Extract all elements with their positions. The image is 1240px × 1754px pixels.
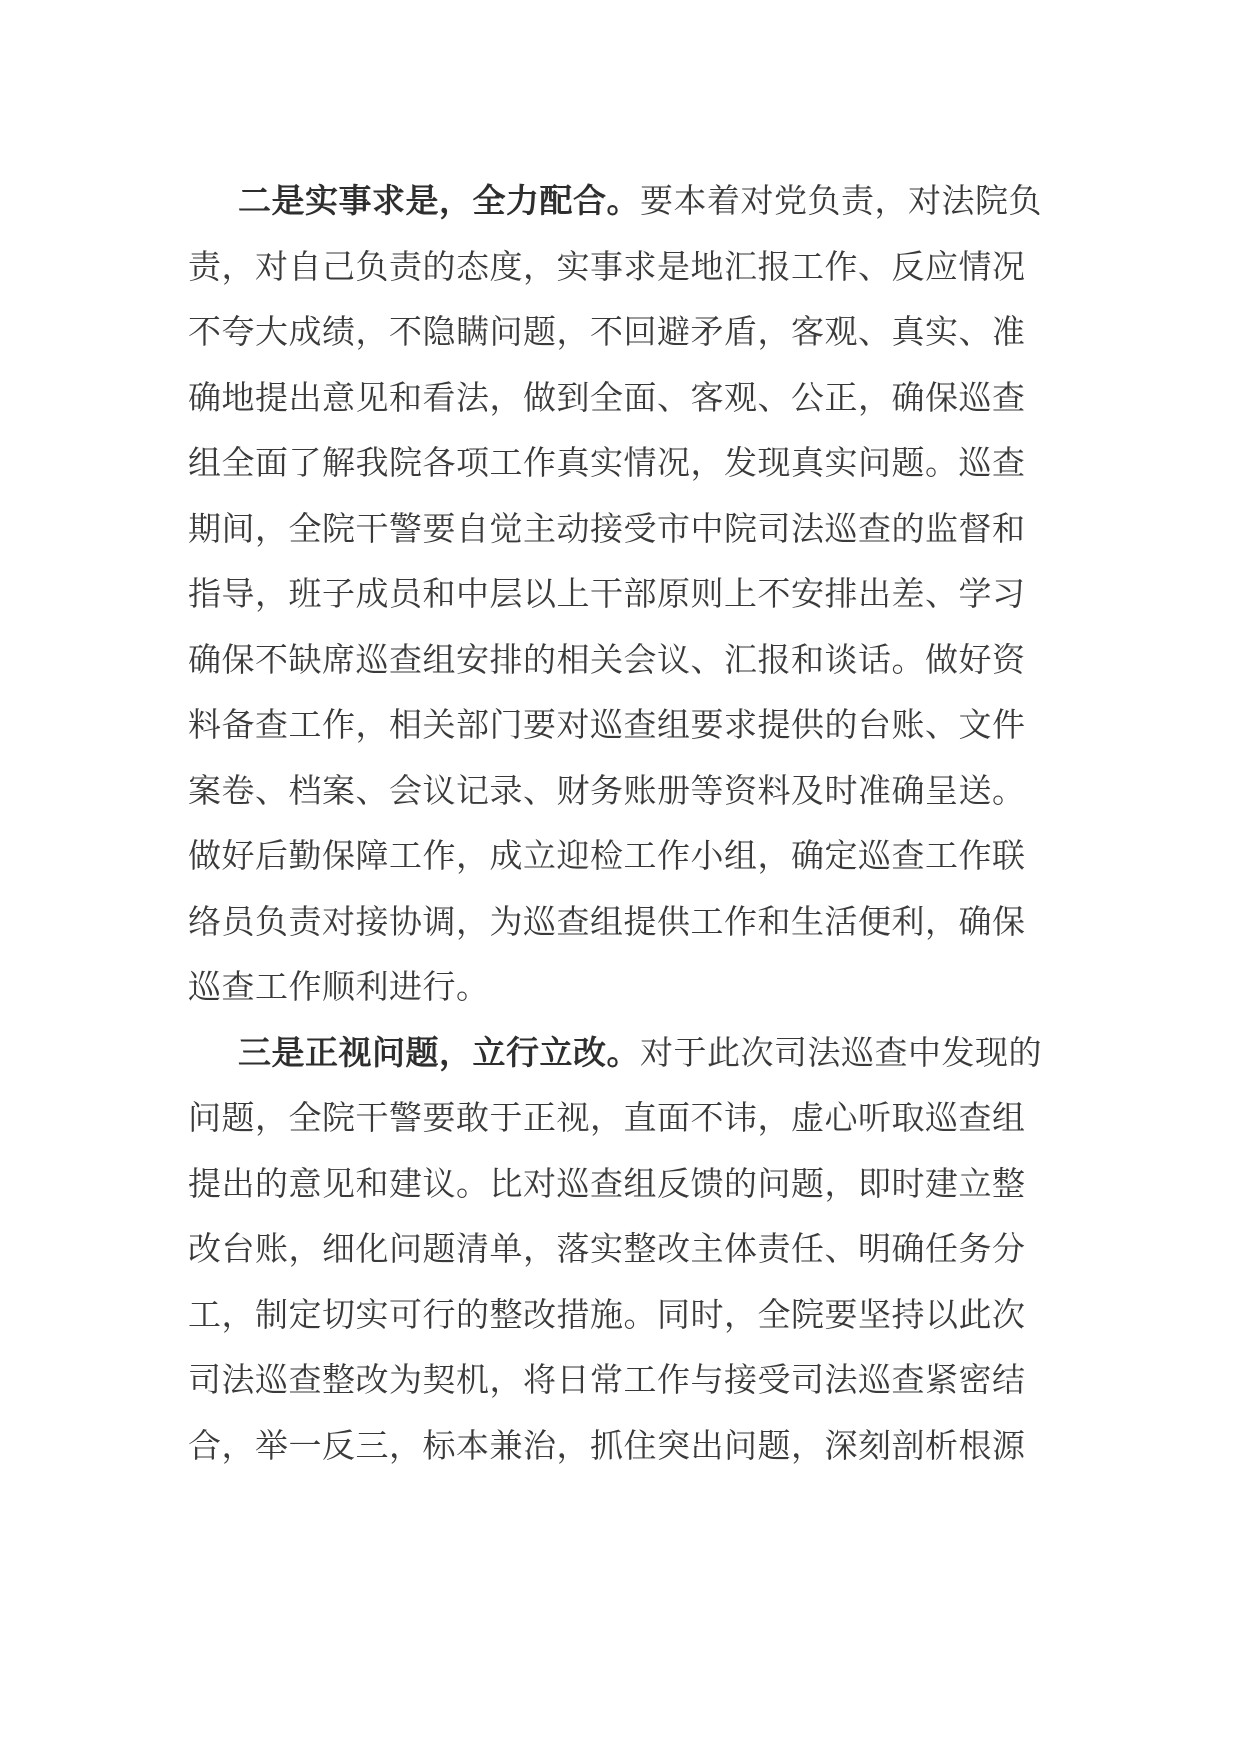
paragraph-first-line <box>188 1020 1058 1086</box>
text-line: 料备查工作，相关部门要对巡查组要求提供的台账、文件 <box>188 705 1026 744</box>
paragraph-3 <box>188 1020 1058 1479</box>
text-line: 对于此次司法巡查中发现的 <box>640 1032 1042 1072</box>
text-line: 问题，全院干警要敢于正视，直面不讳，虚心听取巡查组 <box>188 1098 1026 1137</box>
text-line: 络员负责对接协调，为巡查组提供工作和生活便利，确保 <box>188 901 1026 941</box>
text-line: 案卷、档案、会议记录、财务账册等资料及时准确呈送。 <box>188 770 1026 810</box>
text-line: 合，举一反三，标本兼治，抓住突出问题，深刻剖析根源 <box>188 1425 1026 1465</box>
document-body <box>188 168 1058 1478</box>
text-line: 巡查工作顺利进行。 <box>188 967 490 1006</box>
text-line: 组全面了解我院各项工作真实情况，发现真实问题。巡查 <box>188 443 1026 482</box>
text-line: 不夸大成绩，不隐瞒问题，不回避矛盾，客观、真实、准 <box>188 312 1026 351</box>
text-line: 提出的意见和建议。比对巡查组反馈的问题，即时建立整 <box>188 1163 1026 1203</box>
paragraph-first-line <box>188 168 1058 234</box>
text-line: 指导，班子成员和中层以上干部原则上不安排出差、学习 <box>188 574 1026 613</box>
text-line: 改台账，细化问题清单，落实整改主体责任、明确任务分 <box>188 1229 1026 1268</box>
text-line: 做好后勤保障工作，成立迎检工作小组，确定巡查工作联 <box>188 836 1026 875</box>
text-line: 责，对自己负责的态度，实事求是地汇报工作、反应情况 <box>188 246 1026 286</box>
text-line: 期间，全院干警要自觉主动接受市中院司法巡查的监督和 <box>188 508 1026 548</box>
text-line: 要本着对党负责，对法院负 <box>640 181 1042 220</box>
text-line: 确地提出意见和看法，做到全面、客观、公正，确保巡查 <box>188 377 1026 417</box>
text-line: 司法巡查整改为契机，将日常工作与接受司法巡查紧密结 <box>188 1360 1026 1399</box>
text-line: 确保不缺席巡查组安排的相关会议、汇报和谈话。做好资 <box>188 639 1026 679</box>
text-line: 工，制定切实可行的整改措施。同时，全院要坚持以此次 <box>188 1294 1026 1334</box>
paragraph-heading: 二是实事求是，全力配合。 <box>238 181 640 220</box>
paragraph-heading: 三是正视问题，立行立改。 <box>238 1032 640 1072</box>
paragraph-2 <box>188 168 1058 1020</box>
